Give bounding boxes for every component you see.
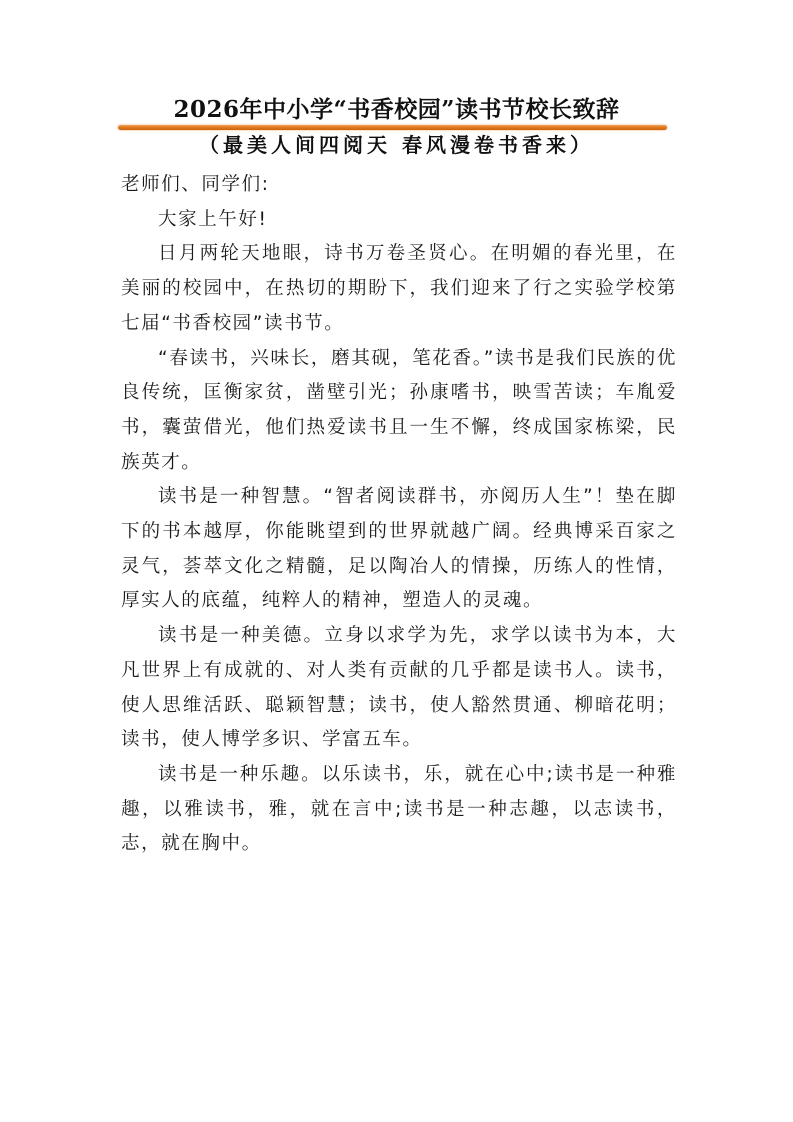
document-subtitle: （最美人间四阅天 春风漫卷书香来） xyxy=(199,133,594,157)
paragraph-tradition: “春读书，兴味长，磨其砚，笔花香。”读书是我们民族的优良传统，匡衡家贫，凿壁引光；孙康嗜书，映雪苦读；车胤爱书，囊萤借光，他们热爱读书且一生不懈，终成国家栋梁，民族英才。 xyxy=(121,347,677,473)
document-title: 2026年中小学“书香校园”读书节校长致辞 xyxy=(173,96,620,123)
title-underline-rule xyxy=(118,125,667,130)
speech-body xyxy=(121,168,677,862)
paragraph-wisdom: 读书是一种智慧。“智者阅读群书，亦阅历人生”！垫在脚下的书本越厚，你能眺望到的世界就越广阔。经典博采百家之灵气，荟萃文化之精髓，足以陶冶人的情操，历练人的性情，厚实人的底蕴，纯粹人的精神，塑造人的灵魂。 xyxy=(121,486,677,612)
paragraph-greeting: 大家上午好! xyxy=(158,208,268,230)
paragraph-virtue: 读书是一种美德。立身以求学为先，求学以读书为本，大凡世界上有成就的、对人类有贡献的几乎都是读书人。读书，使人思维活跃、聪颖智慧；读书，使人豁然贯通、柳暗花明；读书，使人博学多识、学富五车。 xyxy=(121,625,677,751)
salutation: 老师们、同学们: xyxy=(121,174,270,195)
paragraph-opening: 日月两轮天地眼，诗书万卷圣贤心。在明媚的春光里，在美丽的校园中，在热切的期盼下，我们迎来了行之实验学校第七届“书香校园”读书节。 xyxy=(121,243,677,334)
paragraph-joy: 读书是一种乐趣。以乐读书，乐，就在心中;读书是一种雅趣，以雅读书，雅，就在言中;读书是一种志趣，以志读书，志，就在胸中。 xyxy=(121,763,677,855)
